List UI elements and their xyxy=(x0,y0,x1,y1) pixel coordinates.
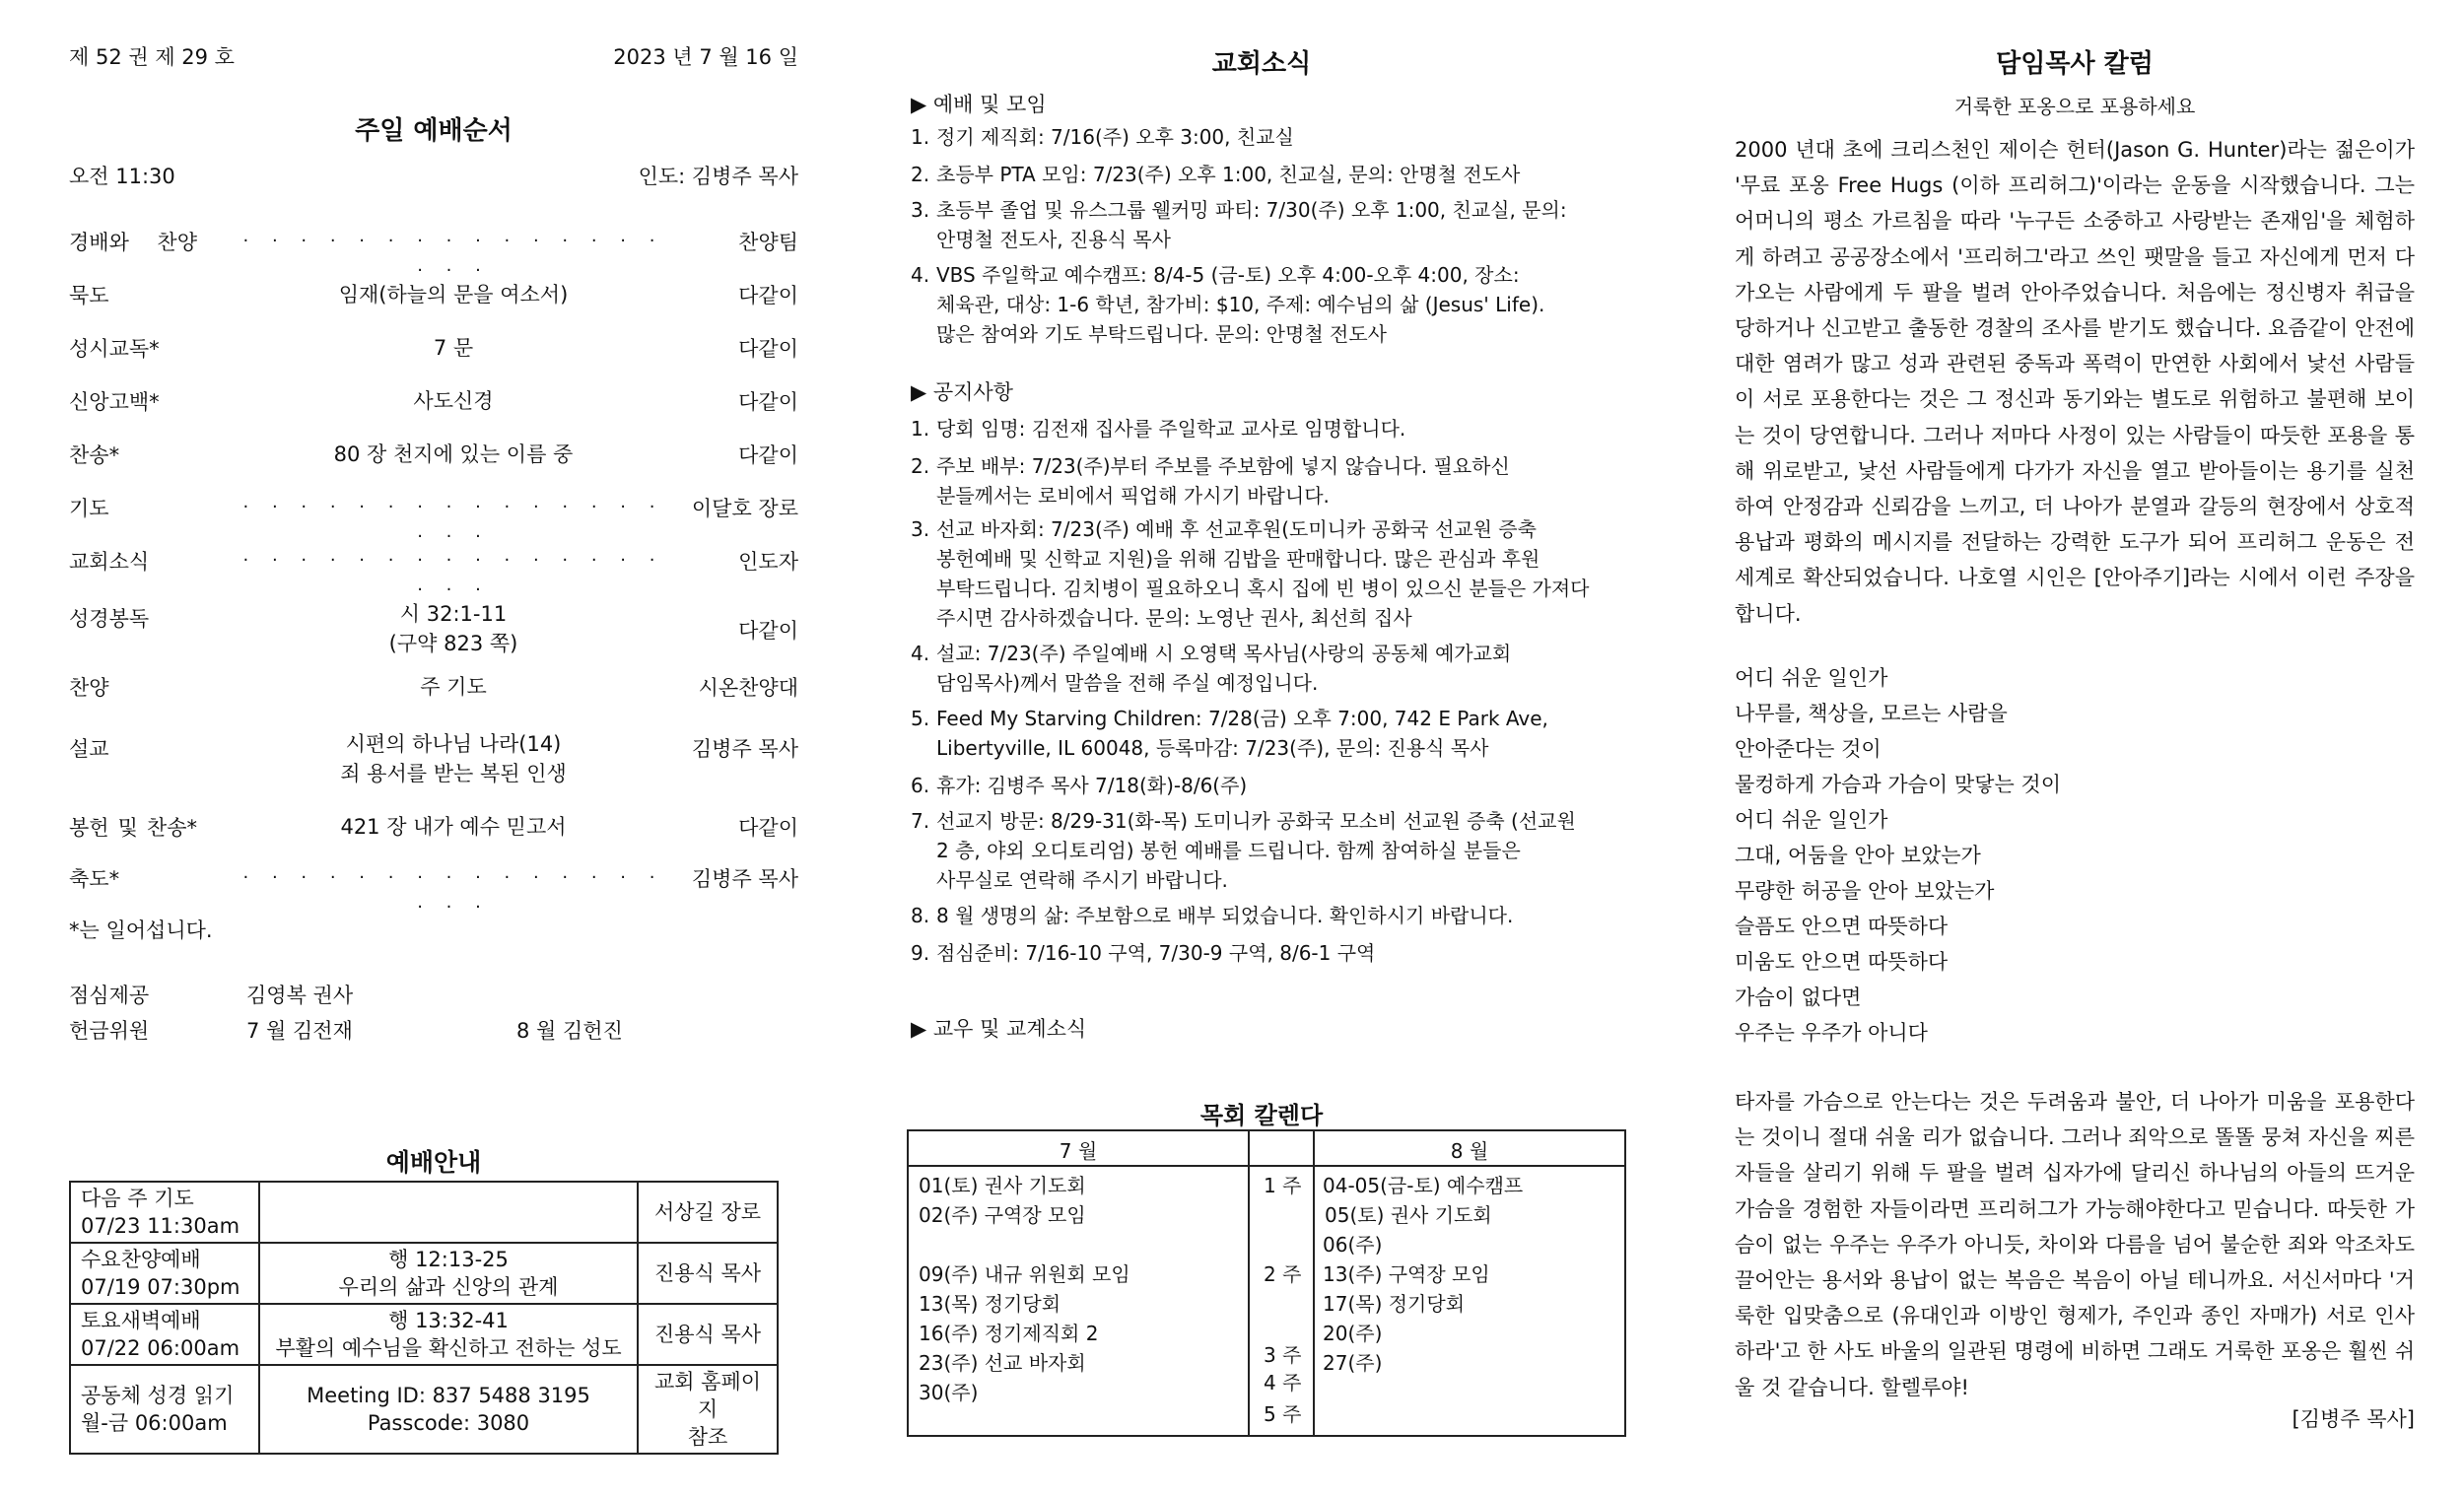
news-item-number: 3. xyxy=(911,198,930,222)
calendar-week-label: 2 주 xyxy=(1264,1262,1302,1286)
worship-item-leader: 김병주 목사 xyxy=(691,867,798,891)
notice-item-number: 1. xyxy=(911,417,930,441)
service-time-row xyxy=(69,161,798,190)
notice-line: 당회 임명: 김전재 집사를 주일학교 교사로 임명합니다. xyxy=(936,417,1406,441)
notice-item-number: 9. xyxy=(911,941,930,965)
service-name: 토요새벽예배 xyxy=(81,1309,201,1332)
notice-item-number: 3. xyxy=(911,517,930,541)
calendar-entry: 13(주) 구역장 모임 xyxy=(1323,1262,1490,1286)
news-item-number: 2. xyxy=(911,163,930,186)
column-paragraph-1: 2000 년대 초에 크리스천인 제이슨 헌터(Jason G. Hunter)라는 젊은이가 '무료 포옹 Free Hugs (이하 프리허그)'이라는 운동을 시작했습니다. 그는 어머니의 평소 가르침을 따라 '누구든 소중하고 사랑받는 존재임'을 체험하게 하려고 공공장소에서 '프리허그'라고 쓰인 팻말을 들고 자신에게 먼저 다가오는 사람에게 두 팔을 벌려 안아주었습니다. 처음에는 정신병자 취급을 당하거나 신고받고 출동한 경찰의 조사를 받기도 했습니다. 요즘같이 안전에 대한 염려가 많고 성과 관련된 중독과 폭력이 만연한 사회에서 낯선 사람들이 서로 포용한다는 것은 그 정신과 동기와는 별도로 위험하고 불편해 보이는 것이 당연합니다. 그러나 저마다 사정이 있는 사람들이 따듯한 포용을 통해 위로받고, 낯선 사람들에게 다가가 자신을 열고 받아들이는 용기를 실천하여 안정감과 신뢰감을 느끼고, 더 나아가 분열과 갈등의 현장에서 상호적 용납과 평화의 메시지를 전달하는 강력한 도구가 되어 프리허그 운동은 전 세계로 확산되었습니다. 나호열 시인은 [안아주기]라는 시에서 이런 주장을 합니다. xyxy=(1735,138,2415,626)
calendar-divider xyxy=(1248,1131,1250,1435)
calendar-entry: 30(주) xyxy=(919,1381,979,1404)
service-content-cell xyxy=(259,1304,638,1365)
calendar-entry: 09(주) 내규 위원회 모임 xyxy=(919,1262,1130,1286)
worship-item-label: 기도 xyxy=(69,497,109,520)
news-line: 초등부 PTA 모임: 7/23(주) 오후 1:00, 친교실, 문의: 안명철 전도사 xyxy=(936,163,1521,186)
poem-line: 안아준다는 것이 xyxy=(1735,737,1882,761)
notice-item-number: 5. xyxy=(911,707,930,730)
worship-item-dots: · · · · · · · · · · · · · · · · · · xyxy=(242,867,664,918)
calendar-entry: 04-05(금-토) 예수캠프 xyxy=(1323,1174,1524,1197)
poem xyxy=(1735,660,2415,1051)
table-row xyxy=(70,1304,778,1365)
worship-item-leader: 다같이 xyxy=(738,816,798,840)
service-name: 수요찬양예배 xyxy=(81,1248,201,1271)
calendar-entry: 23(주) 선교 바자회 xyxy=(919,1351,1086,1375)
service-guide-table xyxy=(69,1181,779,1455)
poem-line: 그대, 어둠을 안아 보았는가 xyxy=(1735,844,1981,867)
worship-meetings-heading: ▶ 예배 및 모임 xyxy=(911,93,1047,116)
worship-item-content: 사도신경 xyxy=(413,389,494,413)
calendar-entry: 01(토) 권사 기도회 xyxy=(919,1174,1086,1197)
poem-line: 무량한 허공을 안아 보았는가 xyxy=(1735,879,1995,903)
worship-item-dots: · · · · · · · · · · · · · · · · · · xyxy=(242,550,664,600)
notice-line: 사무실로 연락해 주시기 바랍니다. xyxy=(936,868,1228,892)
news-line: 많은 참여와 기도 부탁드립니다. 문의: 안명철 전도사 xyxy=(936,322,1387,346)
notice-line: 2 층, 야외 오디토리엄) 봉헌 예배를 드립니다. 함께 참여하실 분들은 xyxy=(936,839,1521,862)
meeting-id: Meeting ID: 837 5488 3195 xyxy=(307,1384,590,1407)
column-title: 담임목사 칼럼 xyxy=(1996,49,2154,79)
sermon-series: 시편의 하나님 나라(14) xyxy=(345,732,562,756)
worship-item-content xyxy=(237,599,670,658)
worship-item-content: 주 기도 xyxy=(420,675,487,699)
notice-item-number: 7. xyxy=(911,809,930,833)
service-person-cell xyxy=(638,1304,778,1365)
order-of-worship-column xyxy=(69,0,798,1496)
poem-line: 우주는 우주가 아니다 xyxy=(1735,1021,1928,1045)
service-name-cell xyxy=(70,1182,259,1243)
news-line: 정기 제직회: 7/16(주) 오후 3:00, 친교실 xyxy=(936,125,1294,149)
worship-item-label: 신앙고백* xyxy=(69,390,160,414)
lunch-label: 점심제공 xyxy=(69,984,150,1007)
service-name-cell xyxy=(70,1243,259,1304)
notice-item-text xyxy=(936,414,1616,443)
news-line: 안명철 전도사, 진용식 목사 xyxy=(936,228,1171,251)
offering-august: 8 월 김헌진 xyxy=(516,1019,623,1043)
scripture-page: (구약 823 쪽) xyxy=(388,632,518,655)
worship-item-leader: 인도자 xyxy=(738,550,798,574)
service-time: 오전 11:30 xyxy=(69,165,175,188)
worship-item-label: 묵도 xyxy=(69,284,109,307)
notice-item-number: 4. xyxy=(911,642,930,665)
poem-line: 물컹하게 가슴과 가슴이 맞닿는 것이 xyxy=(1735,773,2061,796)
worship-item-label: 경배와 찬양 xyxy=(69,231,197,254)
service-time: 07/19 07:30pm xyxy=(81,1275,240,1299)
poem-line: 어디 쉬운 일인가 xyxy=(1735,808,1888,832)
meeting-passcode: Passcode: 3080 xyxy=(367,1411,530,1435)
calendar-august-entries xyxy=(1323,1171,1523,1378)
notice-line: 선교 바자회: 7/23(주) 예배 후 선교후원(도미니카 공화국 선교원 증축 xyxy=(936,517,1537,541)
notice-line: 8 월 생명의 삶: 주보함으로 배부 되었습니다. 확인하시기 바랍니다. xyxy=(936,904,1514,927)
members-news-heading: ▶ 교우 및 교계소식 xyxy=(911,1017,1087,1041)
notice-line: Feed My Starving Children: 7/28(금) 오후 7:00, 742 E Park Ave, xyxy=(936,707,1548,730)
service-content: 행 13:32-41 xyxy=(388,1309,509,1332)
table-row xyxy=(70,1365,778,1454)
worship-item-label: 설교 xyxy=(69,737,109,761)
service-content-cell xyxy=(259,1182,638,1243)
poem-line: 미움도 안으면 따뜻하다 xyxy=(1735,950,1949,974)
pastor-column xyxy=(1735,0,2415,1496)
service-name-cell xyxy=(70,1304,259,1365)
worship-item-leader: 다같이 xyxy=(738,337,798,361)
service-time: 07/23 11:30am xyxy=(81,1214,240,1238)
calendar-divider xyxy=(1313,1131,1315,1435)
worship-item-content: 7 문 xyxy=(433,336,474,360)
worship-item-dots: · · · · · · · · · · · · · · · · · · xyxy=(242,231,664,281)
calendar-july-entries xyxy=(919,1171,1130,1407)
notice-item-text xyxy=(936,806,1616,895)
notice-item-number: 6. xyxy=(911,774,930,797)
news-item-text xyxy=(936,260,1616,349)
service-guide-title: 예배안내 xyxy=(385,1148,482,1177)
news-item-number: 4. xyxy=(911,263,930,287)
standing-note: *는 일어섭니다. xyxy=(69,918,213,942)
news-item-text xyxy=(936,195,1616,254)
poem-line: 가슴이 없다면 xyxy=(1735,986,1862,1009)
notice-line: 주보 배부: 7/23(주)부터 주보를 주보함에 넣지 않습니다. 필요하신 xyxy=(936,454,1510,478)
worship-item-leader: 다같이 xyxy=(738,284,798,307)
service-content-cell xyxy=(259,1243,638,1304)
service-name: 다음 주 기도 xyxy=(81,1187,194,1210)
calendar-entry: 20(주) xyxy=(1323,1322,1383,1345)
notice-item-text xyxy=(936,451,1616,510)
news-line: VBS 주일학교 예수캠프: 8/4-5 (금-토) 오후 4:00-오후 4:00, 장소: xyxy=(936,263,1520,287)
poem-line: 어디 쉬운 일인가 xyxy=(1735,666,1888,690)
worship-item-label: 교회소식 xyxy=(69,550,150,574)
bulletin-header xyxy=(69,41,798,71)
calendar-title: 목회 칼렌다 xyxy=(1199,1102,1324,1129)
notice-item-text xyxy=(936,639,1616,698)
service-name-cell xyxy=(70,1365,259,1454)
service-person-cell xyxy=(638,1365,778,1454)
order-of-worship-title: 주일 예배순서 xyxy=(355,116,513,146)
service-person: 교회 홈페이지 xyxy=(653,1370,762,1421)
volume-number: 제 52 권 제 29 호 xyxy=(69,45,235,69)
worship-item-leader: 이달호 장로 xyxy=(691,497,798,520)
calendar-july-header: 7 월 xyxy=(1059,1139,1098,1163)
lunch-value: 김영복 권사 xyxy=(246,984,354,1007)
notice-item-text xyxy=(936,771,1616,800)
calendar-entry: 17(목) 정기당회 xyxy=(1323,1292,1466,1316)
worship-item-label: 봉헌 및 찬송* xyxy=(69,816,197,840)
notice-line: 부탁드립니다. 김치병이 필요하오니 혹시 집에 빈 병이 있으신 분들은 가져다 xyxy=(936,577,1590,600)
worship-item-label: 성시교독* xyxy=(69,337,160,361)
service-content-cell xyxy=(259,1365,638,1454)
worship-item-content: 임재(하늘의 문을 여소서) xyxy=(338,283,569,306)
notice-item-text xyxy=(936,938,1616,968)
worship-item-leader: 다같이 xyxy=(738,443,798,467)
service-time: 월-금 06:00am xyxy=(81,1411,228,1435)
service-person: 서상길 장로 xyxy=(653,1200,762,1224)
worship-item-leader: 다같이 xyxy=(738,619,798,643)
service-content-detail: 부활의 예수님을 확신하고 전하는 성도 xyxy=(275,1336,622,1360)
service-person-detail: 참조 xyxy=(687,1425,728,1449)
church-news-title: 교회소식 xyxy=(1211,49,1312,79)
calendar-entry: 16(주) 정기제직회 2 xyxy=(919,1322,1099,1345)
calendar-entry: 27(주) xyxy=(1323,1351,1383,1375)
notice-heading: ▶ 공지사항 xyxy=(911,380,1013,404)
worship-item-leader: 김병주 목사 xyxy=(691,737,798,761)
notice-line: Libertyville, IL 60048, 등록마감: 7/23(주), 문의: 진용식 목사 xyxy=(936,736,1489,760)
column-subtitle: 거룩한 포옹으로 포용하세요 xyxy=(1953,95,2196,118)
worship-item-label: 성경봉독 xyxy=(69,607,150,631)
worship-item-leader: 찬양팀 xyxy=(738,231,798,254)
notice-line: 분들께서는 로비에서 픽업해 가시기 바랍니다. xyxy=(936,484,1330,508)
offering-label: 헌금위원 xyxy=(69,1019,150,1043)
worship-item-dots: · · · · · · · · · · · · · · · · · · xyxy=(242,497,664,547)
notice-line: 봉헌예배 및 신학교 지원)을 위해 김밥을 판매합니다. 많은 관심과 후원 xyxy=(936,547,1540,571)
calendar-header-line xyxy=(909,1165,1624,1167)
worship-item-leader: 시온찬양대 xyxy=(698,676,798,700)
worship-item-label: 축도* xyxy=(69,867,120,891)
calendar-week-label: 4 주 xyxy=(1264,1371,1302,1394)
service-leader: 인도: 김병주 목사 xyxy=(638,165,798,188)
service-content: 행 12:13-25 xyxy=(388,1248,509,1271)
notice-line: 설교: 7/23(주) 주일예배 시 오영택 목사님(사랑의 공동체 예가교회 xyxy=(936,642,1512,665)
notice-line: 휴가: 김병주 목사 7/18(화)-8/6(주) xyxy=(936,774,1248,797)
service-time: 07/22 06:00am xyxy=(81,1336,240,1360)
sermon-title: 죄 용서를 받는 복된 인생 xyxy=(340,762,567,785)
calendar-entry: 05(토) 권사 기도회 xyxy=(1325,1203,1492,1227)
notice-line: 주시면 감사하겠습니다. 문의: 노영난 권사, 최선희 집사 xyxy=(936,606,1412,630)
notice-line: 점심준비: 7/16-10 구역, 7/30-9 구역, 8/6-1 구역 xyxy=(936,941,1376,965)
service-name: 공동체 성경 읽기 xyxy=(81,1384,235,1407)
worship-item-content xyxy=(237,729,670,788)
news-item-number: 1. xyxy=(911,125,930,149)
calendar-entry: 13(목) 정기당회 xyxy=(919,1292,1061,1316)
bulletin-date: 2023 년 7 월 16 일 xyxy=(613,45,798,69)
calendar-week-label: 5 주 xyxy=(1264,1402,1302,1426)
calendar-week-label: 3 주 xyxy=(1264,1343,1302,1367)
scripture-reference: 시 32:1-11 xyxy=(399,602,508,626)
poem-line: 슬픔도 안으면 따뜻하다 xyxy=(1735,915,1949,938)
service-person: 진용식 목사 xyxy=(653,1323,762,1346)
notice-item-text xyxy=(936,901,1616,930)
notice-item-text xyxy=(936,514,1616,633)
worship-item-label: 찬송* xyxy=(69,443,120,467)
service-person-cell xyxy=(638,1182,778,1243)
notice-item-number: 8. xyxy=(911,904,930,927)
worship-item-leader: 다같이 xyxy=(738,390,798,414)
notice-item-text xyxy=(936,704,1616,763)
service-content-detail: 우리의 삶과 신앙의 관계 xyxy=(338,1275,559,1299)
news-line: 초등부 졸업 및 유스그룹 웰커밍 파티: 7/30(주) 오후 1:00, 친교실, 문의: xyxy=(936,198,1567,222)
offering-july: 7 월 김전재 xyxy=(246,1019,353,1043)
news-line: 체육관, 대상: 1-6 학년, 참가비: $10, 주제: 예수님의 삶 (Jesus' Life). xyxy=(936,293,1545,316)
table-row xyxy=(70,1182,778,1243)
notice-line: 담임목사)께서 말씀을 전해 주실 예정입니다. xyxy=(936,671,1319,695)
notice-line: 선교지 방문: 8/29-31(화-목) 도미니카 공화국 모소비 선교원 증축 (선교원 xyxy=(936,809,1576,833)
worship-item-content: 421 장 내가 예수 믿고서 xyxy=(340,815,567,839)
calendar-entry: 06(주) xyxy=(1323,1233,1383,1257)
calendar-week-label: 1 주 xyxy=(1264,1174,1302,1197)
column-signature: [김병주 목사] xyxy=(2292,1407,2415,1431)
service-person-cell xyxy=(638,1243,778,1304)
poem-line: 나무를, 책상을, 모르는 사람을 xyxy=(1735,702,2008,725)
worship-item-content: 80 장 천지에 있는 이름 중 xyxy=(333,442,574,466)
column-paragraph-2: 타자를 가슴으로 안는다는 것은 두려움과 불안, 더 나아가 미움을 포용한다는 것이니 절대 쉬울 리가 없습니다. 그러나 죄악으로 똘똘 뭉쳐 자신을 찌른 자들을 살리기 위해 두 팔을 벌려 십자가에 달리신 하나님의 아들의 뜨거운 가슴을 경험한 자들이라면 프리허그가 가능해야한다고 믿습니다. 따듯한 가슴이 없는 우주는 우주가 아니듯, 차이와 다름을 넘어 불순한 죄와 악조차도 끌어안는 용서와 용납이 없는 복음은 복음이 아닐 테니까요. 서신서마다 '거룩한 입맞춤으로 (유대인과 이방인 형제가, 주인과 종인 자매가) 서로 인사하라'고 한 사도 바울의 일관된 명령에 비하면 그래도 거룩한 포옹은 훨씬 쉬울 것 같습니다. 할렐루야! xyxy=(1735,1090,2415,1399)
calendar-entry: 02(주) 구역장 모임 xyxy=(919,1203,1086,1227)
news-item-text xyxy=(936,160,1616,189)
worship-item-label: 찬양 xyxy=(69,676,109,700)
service-person: 진용식 목사 xyxy=(653,1261,762,1285)
notice-item-number: 2. xyxy=(911,454,930,478)
church-news-column xyxy=(907,0,1616,1496)
calendar-august-header: 8 월 xyxy=(1450,1139,1489,1163)
pastoral-calendar xyxy=(907,1129,1626,1437)
news-item-text xyxy=(936,122,1616,152)
table-row xyxy=(70,1243,778,1304)
